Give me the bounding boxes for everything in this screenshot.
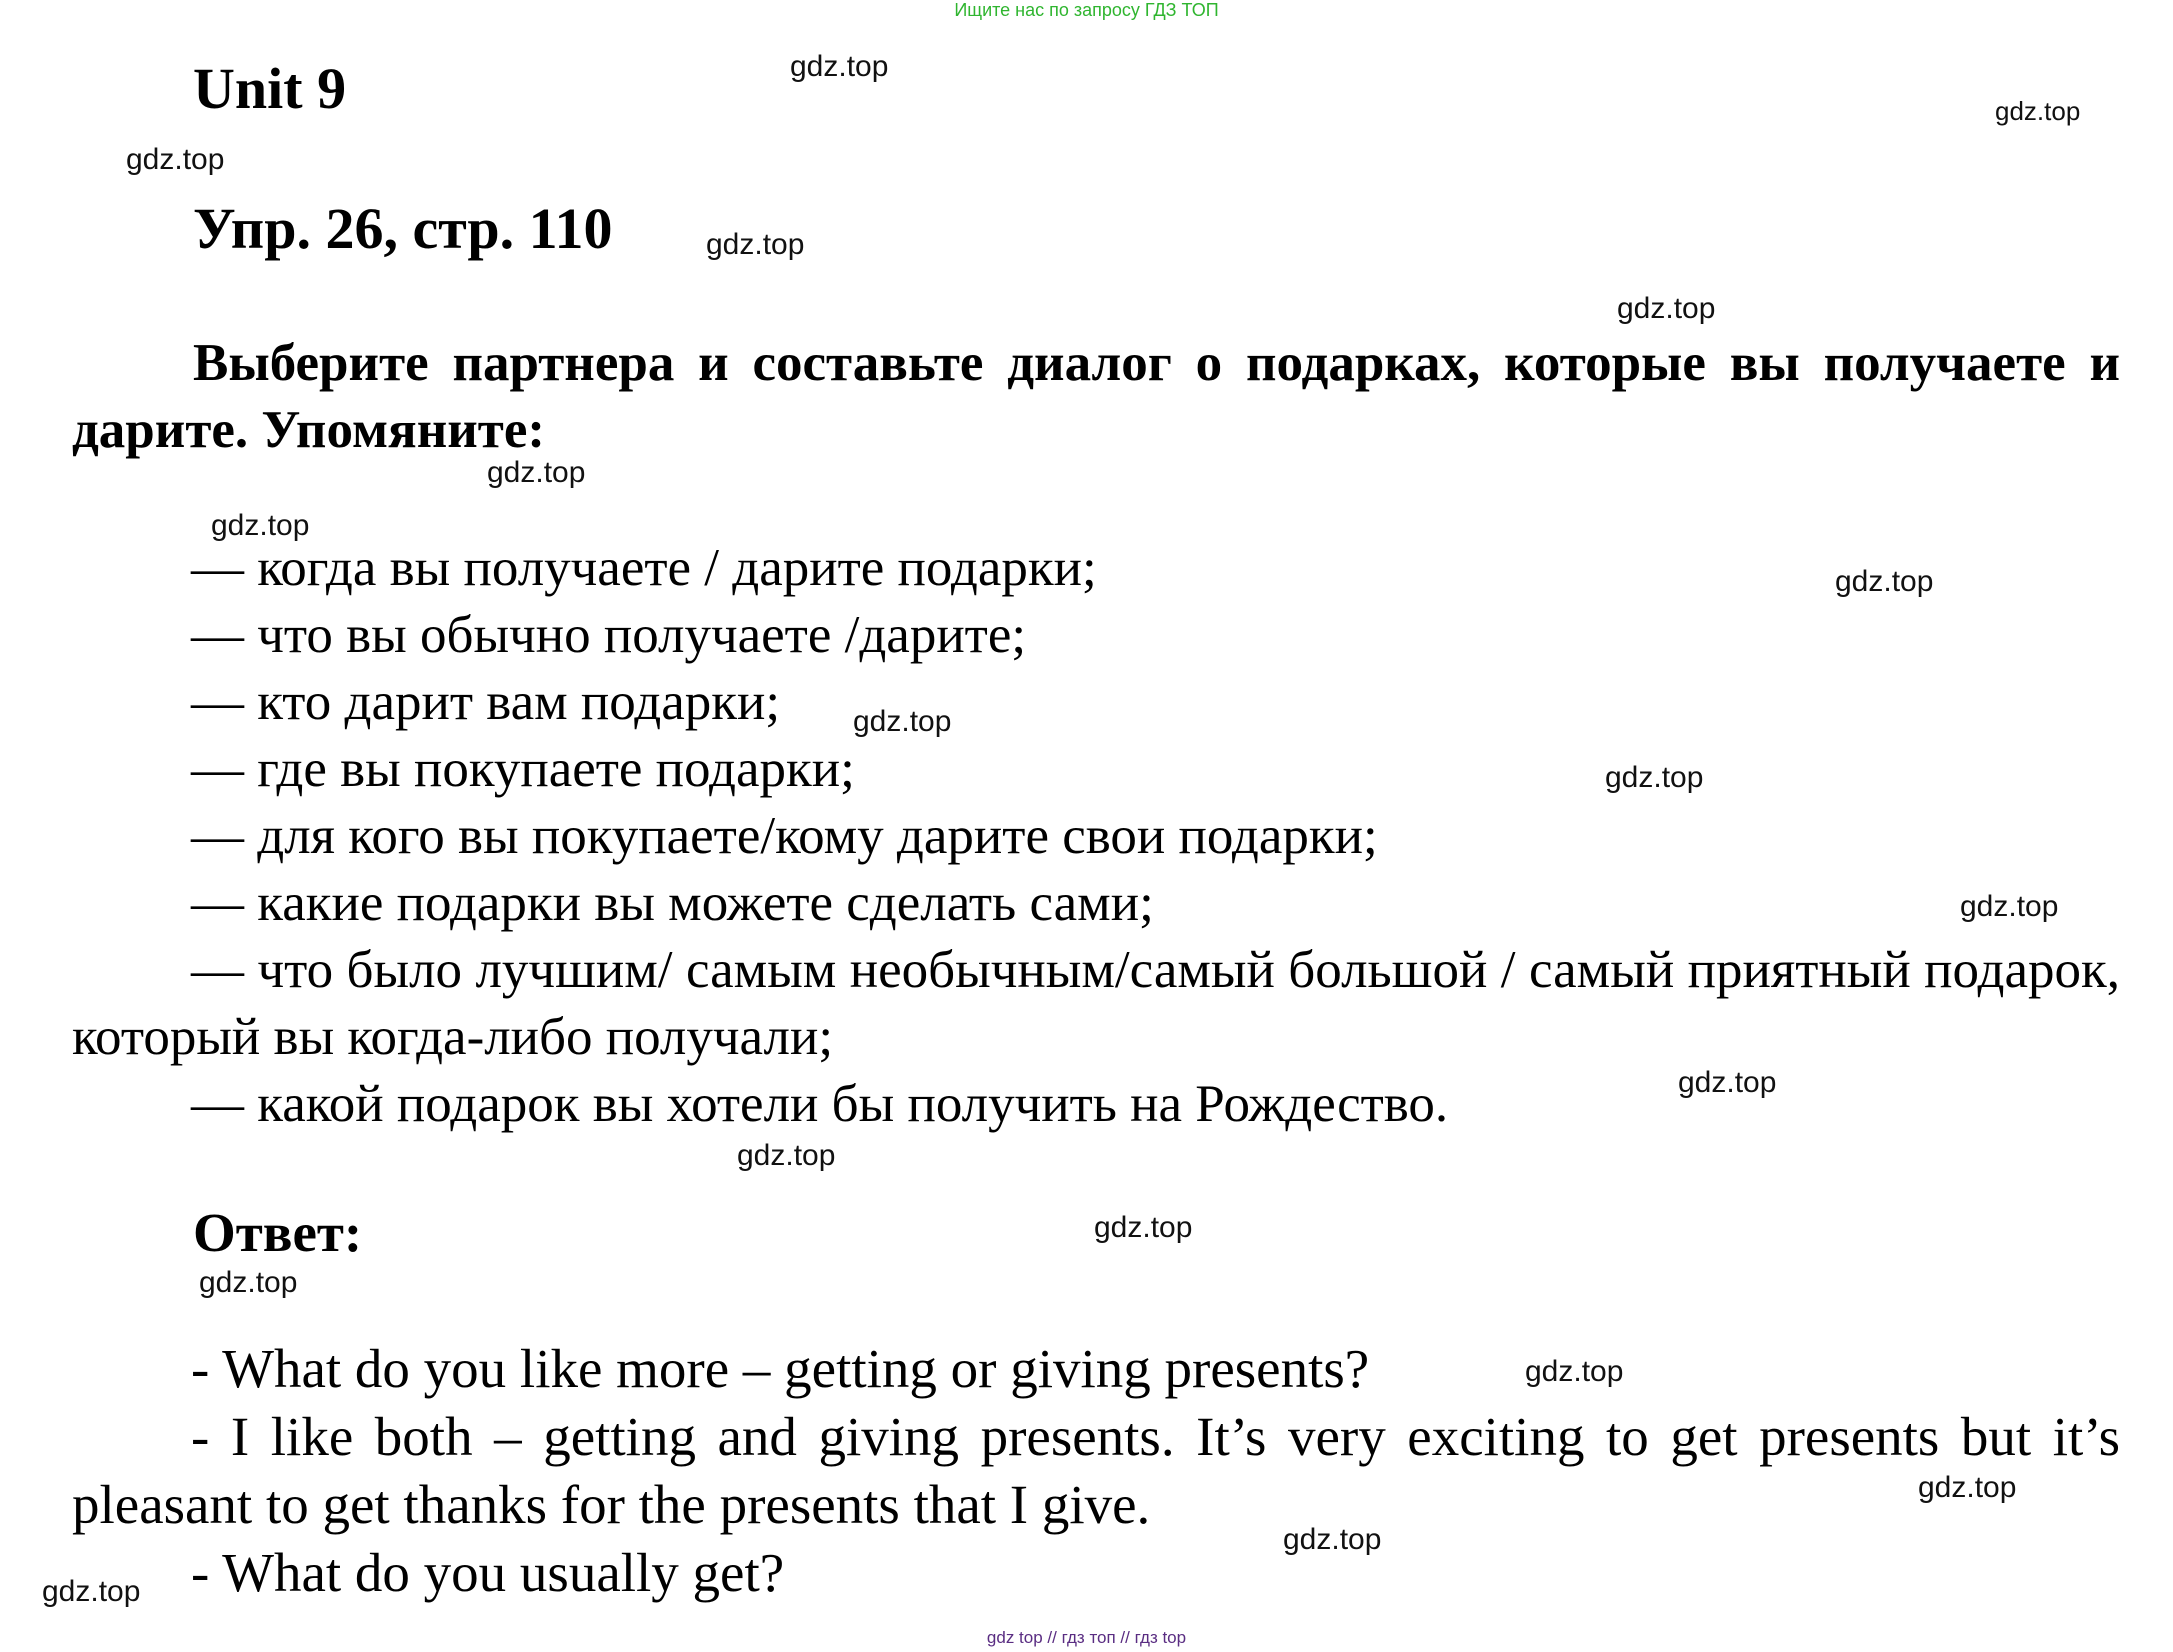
dialogue-line: - What do you usually get? [191,1542,785,1603]
discussion-point: — когда вы получаете / дарите подарки; [191,539,1097,597]
watermark: gdz.top [1678,1066,1777,1099]
dialogue-line: - I like both – getting and giving presents. It’s very exciting to get presents but it’s pleasant to get thanks for the presents that I give. [72,1406,2120,1535]
watermark: gdz.top [1835,565,1934,598]
discussion-point: — где вы покупаете подарки; [191,740,855,798]
discussion-point: — какие подарки вы можете сделать сами; [191,874,1154,932]
watermark: gdz.top [126,143,225,176]
unit-title: Unit 9 [193,56,347,121]
watermark: gdz.top [211,509,310,542]
watermark: gdz.top [1525,1355,1624,1388]
discussion-point: — что было лучшим/ самым необычным/самый большой / самый приятный подарок, который вы когда-либо получали; [72,941,2120,1066]
watermark: gdz.top [42,1575,141,1608]
discussion-point: — какой подарок вы хотели бы получить на Рождество. [191,1075,1449,1133]
discussion-points-list [72,535,2120,1138]
dialogue-line: - What do you like more – getting or giving presents? [191,1338,1370,1399]
answer-label: Ответ: [193,1202,363,1263]
header-note: Ищите нас по запросу ГДЗ ТОП [954,0,1219,20]
watermark: gdz.top [790,50,889,83]
watermark: gdz.top [1995,96,2081,126]
watermark: gdz.top [1094,1211,1193,1244]
discussion-point: — для кого вы покупаете/кому дарите свои подарки; [191,807,1378,865]
watermark: gdz.top [853,705,952,738]
watermark: gdz.top [1617,292,1716,325]
watermark: gdz.top [1605,761,1704,794]
watermark: gdz.top [706,228,805,261]
answer-dialogue [72,1335,2120,1607]
watermark: gdz.top [737,1139,836,1172]
footer-note: gdz top // гдз топ // гдз top [986,1628,1187,1647]
watermark: gdz.top [487,456,586,489]
exercise-title: Упр. 26, стр. 110 [193,196,613,261]
discussion-point: — кто дарит вам подарки; [191,673,781,731]
watermark: gdz.top [1960,890,2059,923]
watermark: gdz.top [1918,1471,2017,1504]
exercise-instruction: Выберите партнера и составьте диалог о подарках, которые вы получаете и дарите. Упомяните: [72,334,2120,459]
discussion-point: — что вы обычно получаете /дарите; [191,606,1027,664]
watermark: gdz.top [1283,1523,1382,1556]
watermark: gdz.top [199,1266,298,1299]
